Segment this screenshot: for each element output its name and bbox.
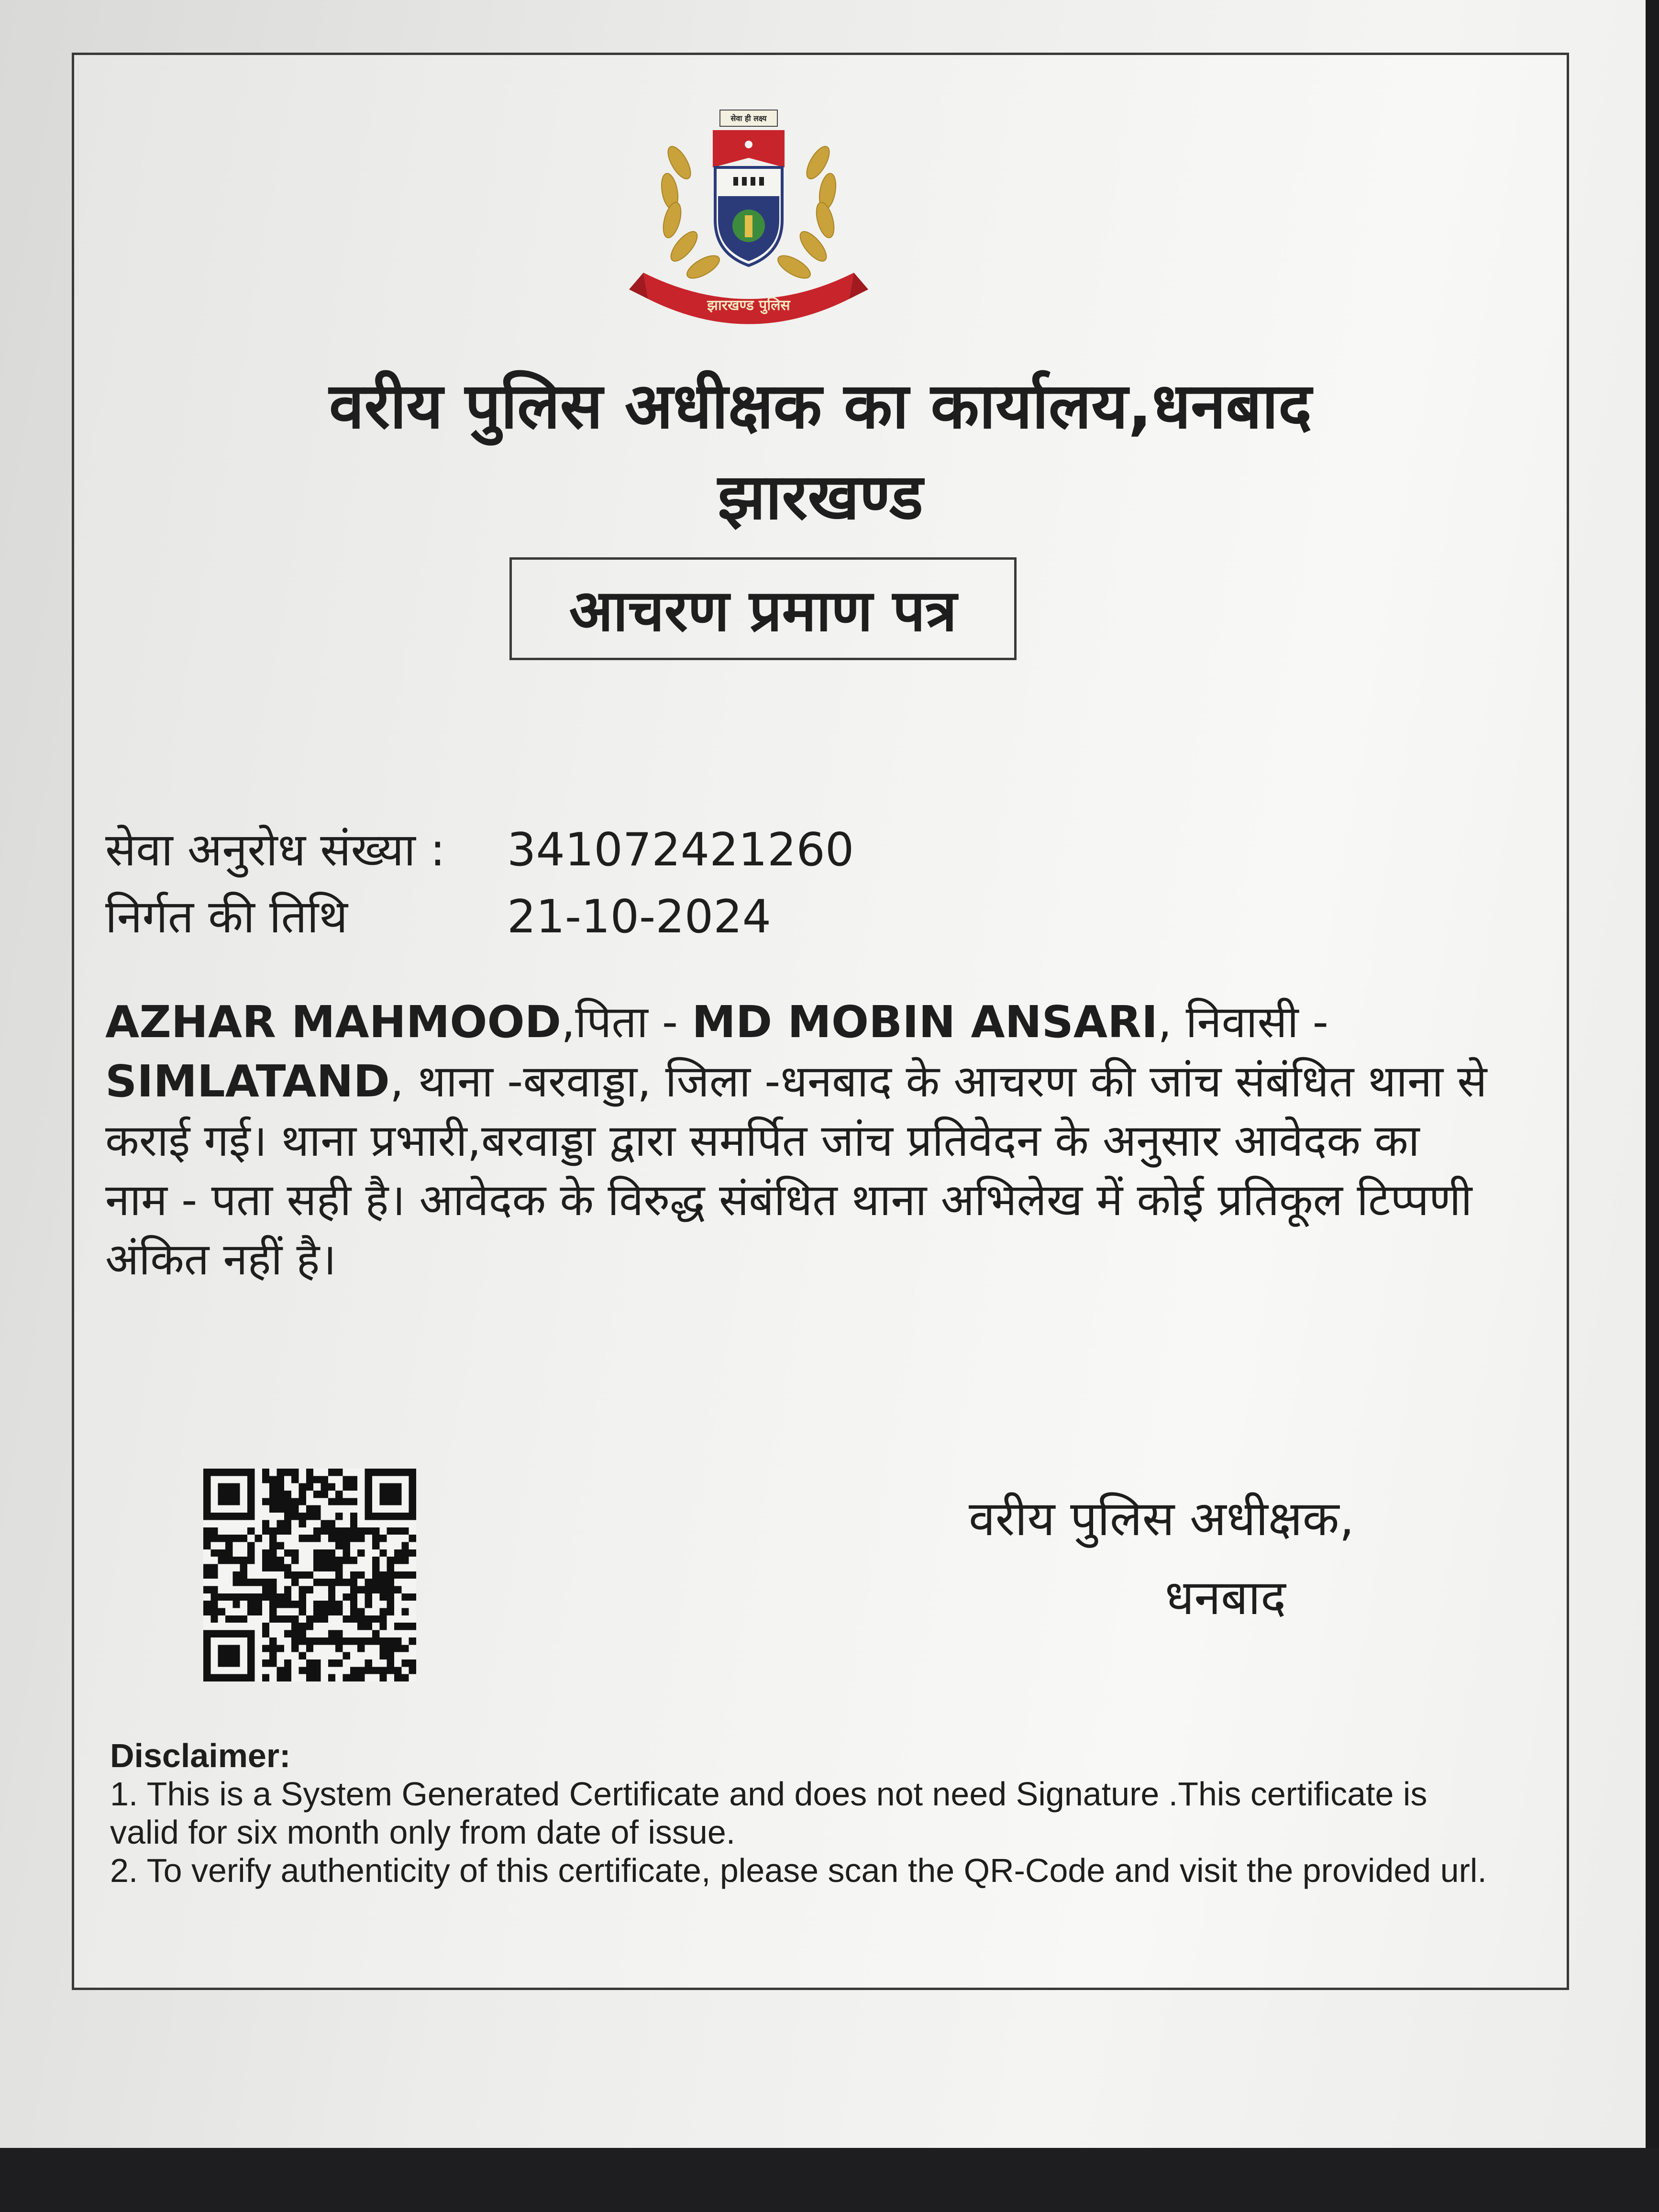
certificate-title: आचरण प्रमाण पत्र	[509, 557, 1017, 660]
disclaimer	[110, 1736, 1497, 1890]
jharkhand-police-emblem-icon	[624, 100, 873, 349]
monitor-bezel	[0, 2148, 1659, 2212]
father-name: MD MOBIN ANSARI	[692, 996, 1158, 1048]
signatory-block	[969, 1490, 1471, 1626]
request-number-label: सेवा अनुरोध संख्या :	[105, 824, 445, 876]
disclaimer-item: 2. To verify authenticity of this certificate, please scan the QR-Code and visit the provided url.	[110, 1852, 1487, 1889]
disclaimer-item: 1. This is a System Generated Certificate and does not need Signature .This certificate is valid for six month only from date of issue.	[110, 1775, 1427, 1851]
svg-text:झारखण्ड पुलिस: झारखण्ड पुलिस	[707, 297, 790, 314]
father-label: ,पिता -	[561, 996, 692, 1048]
issue-date-label: निर्गत की तिथि	[105, 891, 348, 943]
request-number-value: 341072421260	[507, 824, 854, 876]
office-state: झारखण्ड	[718, 460, 923, 534]
village-name: SIMLATAND	[105, 1056, 390, 1107]
svg-text:सेवा ही लक्ष्य: सेवा ही लक्ष्य	[730, 114, 767, 123]
certificate-statement: , थाना -बरवाड्डा, जिला -धनबाद के आचरण की जांच संबंधित थाना से कराई गई। थाना प्रभारी,बरवाड्डा द्वारा समर्पित जांच प्रतिवेदन के अनुसार आवेदक का नाम - पता सही है। आवेदक के विरुद्ध संबंधित थाना अभिलेख में कोई प्रतिकूल टिप्पणी अंकित नहीं है।	[105, 1056, 1487, 1285]
resident-label: , निवासी -	[1158, 996, 1329, 1048]
qr-code-icon[interactable]	[203, 1469, 416, 1681]
applicant-name: AZHAR MAHMOOD	[105, 996, 562, 1048]
office-title: वरीय पुलिस अधीक्षक का कार्यालय,धनबाद	[329, 369, 1312, 443]
issue-date-value: 21-10-2024	[507, 891, 772, 943]
disclaimer-heading: Disclaimer:	[110, 1737, 291, 1774]
character-certificate	[72, 53, 1569, 1990]
signatory-location: धनबाद	[1165, 1570, 1286, 1626]
signatory-designation: वरीय पुलिस अधीक्षक,	[969, 1491, 1355, 1547]
certificate-body	[105, 993, 1493, 1289]
request-number-row	[105, 823, 854, 877]
monitor-bezel	[1646, 0, 1659, 2212]
issue-date-row	[105, 890, 771, 944]
